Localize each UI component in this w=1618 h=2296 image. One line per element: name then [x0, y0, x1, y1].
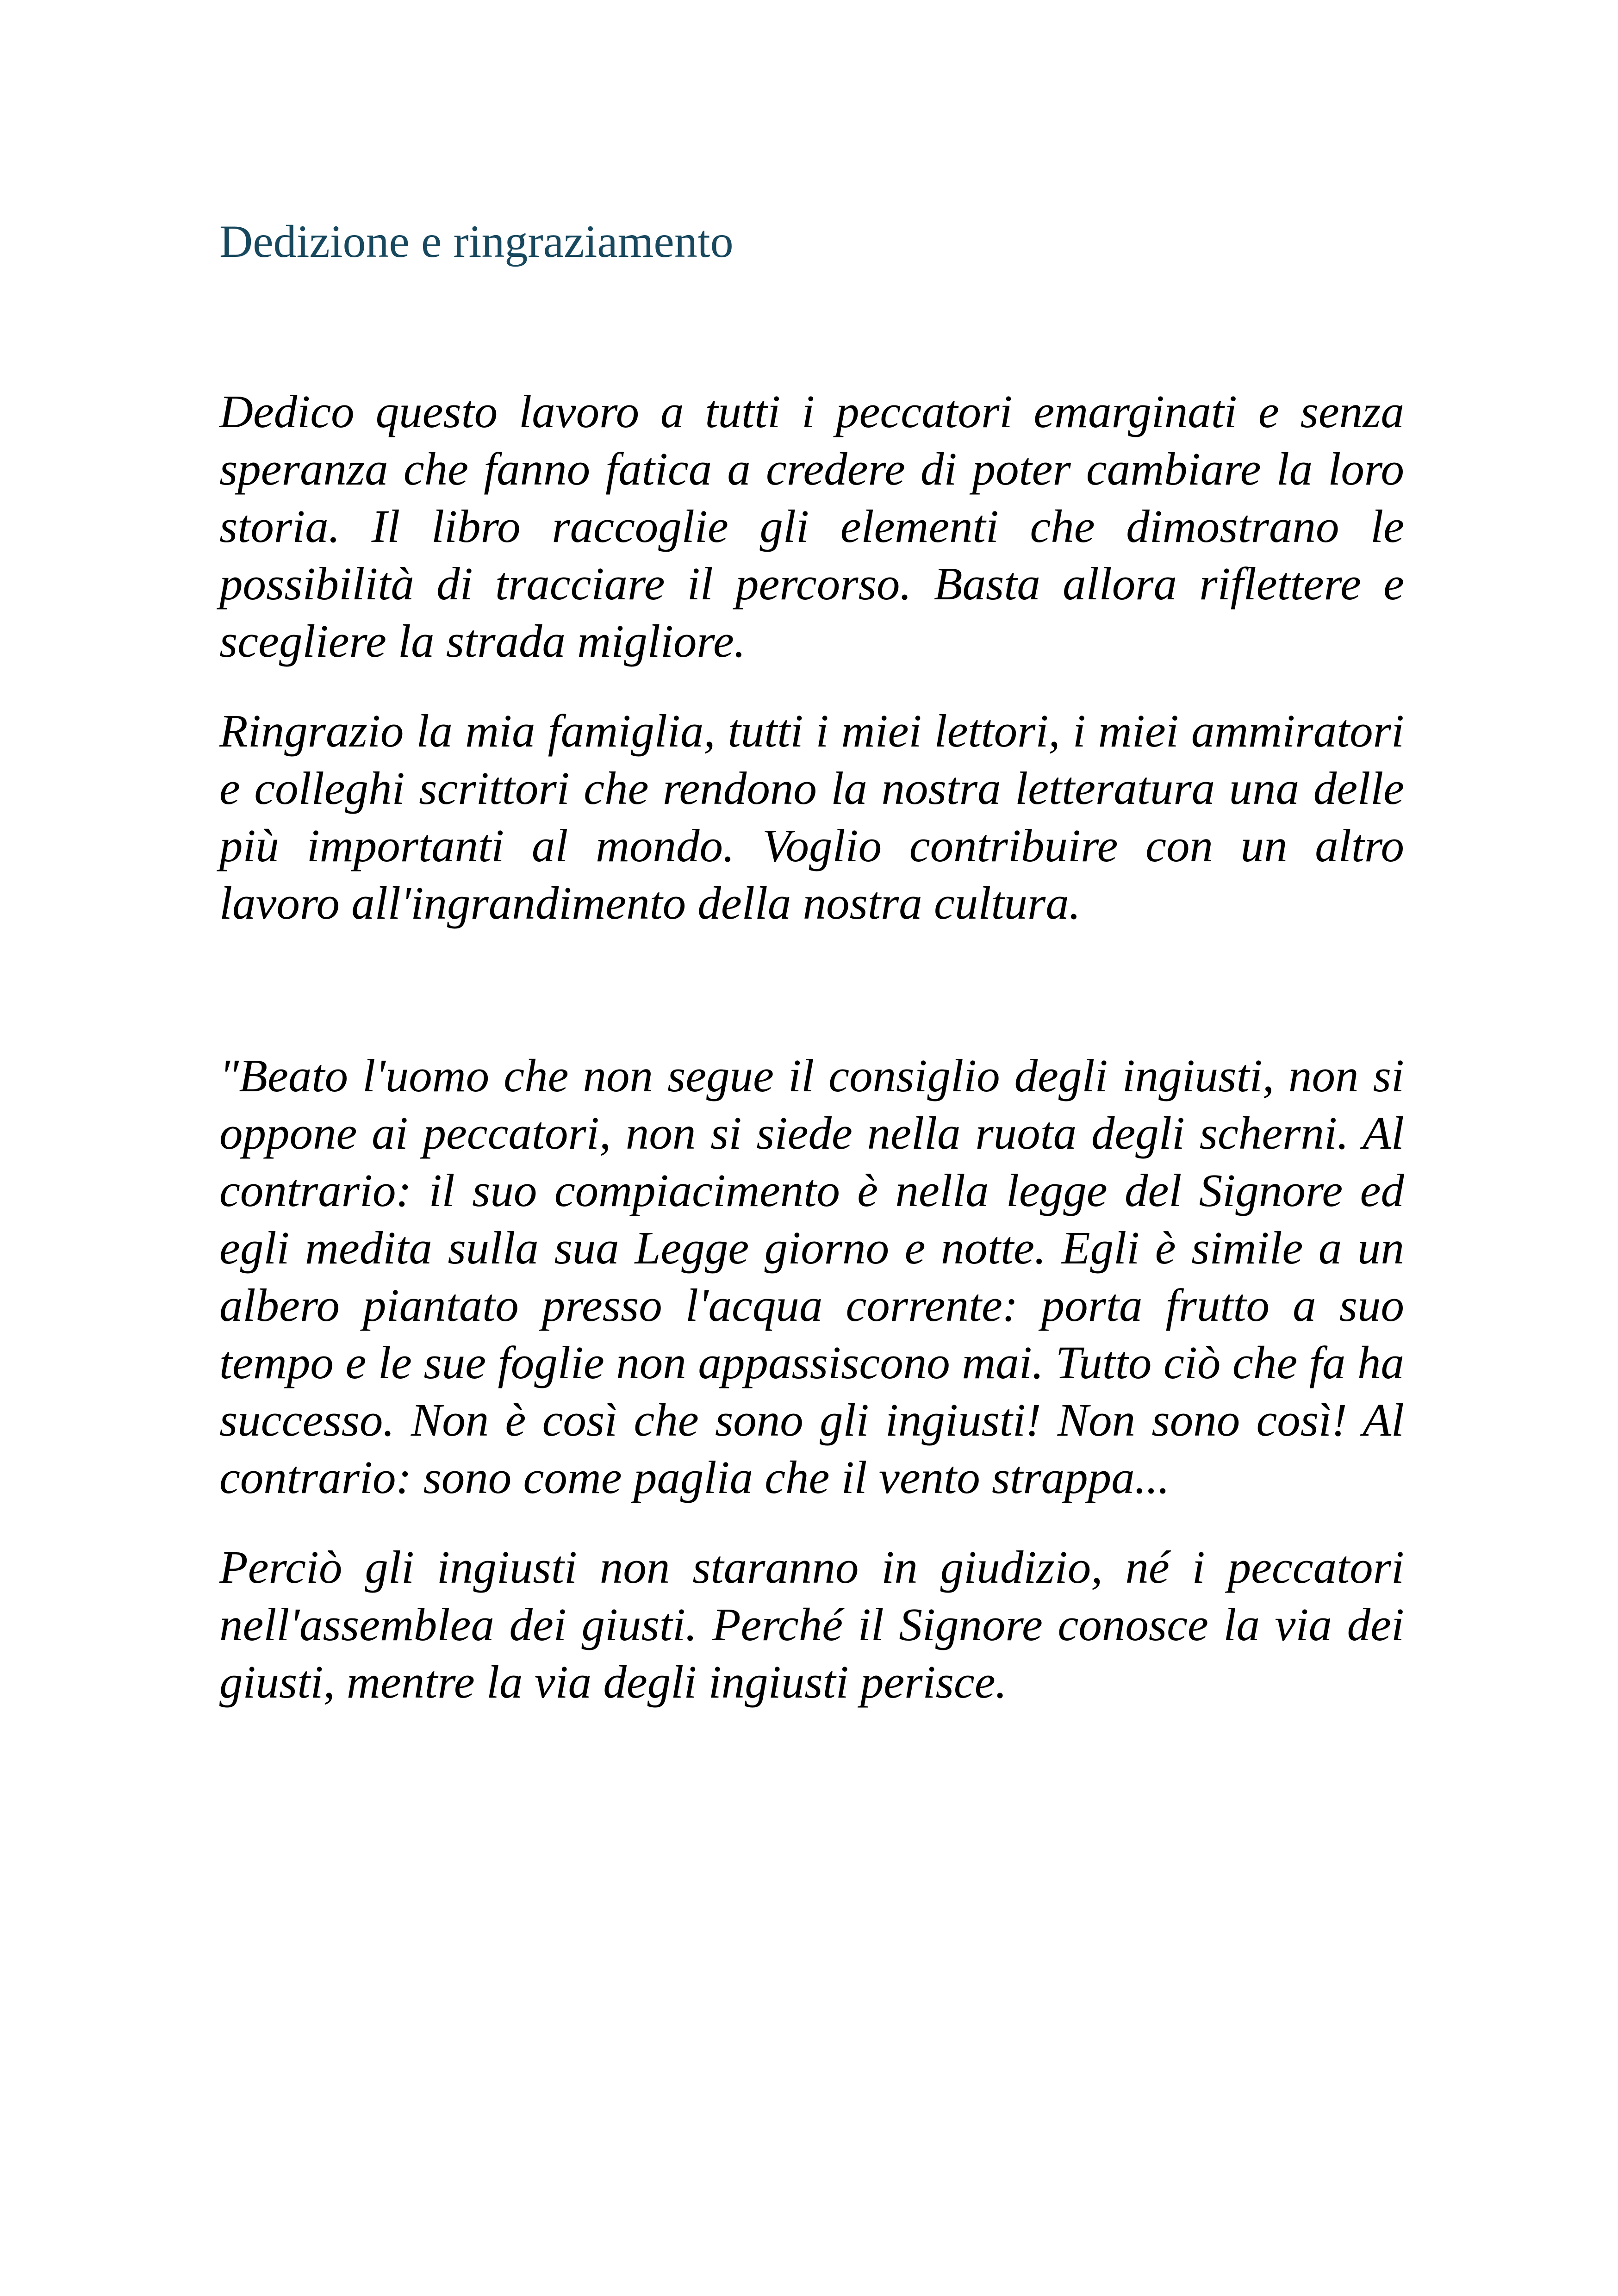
quote-paragraph-closing: Perciò gli ingiusti non staranno in giudizio, né i peccatori nell'assemblea dei giusti. Perché il Signore conosce la via dei giusti, mentre la via degli ingiusti perisce.: [219, 1541, 1404, 1708]
dedication-paragraph: Dedico questo lavoro a tutti i peccatori emarginati e senza speranza che fanno fatica a credere di poter cambiare la loro storia. Il libro raccoglie gli elementi che dimostrano le possibilità di tracciare il percorso. Basta allora riflettere e scegliere la strada migliore.: [219, 386, 1404, 667]
paragraph-spacer: [219, 1506, 1404, 1538]
paragraph-spacer: [219, 670, 1404, 702]
quote-section: [219, 1047, 1404, 1711]
dedication-section: [219, 383, 1404, 932]
page-title: Dedizione e ringraziamento: [219, 216, 734, 267]
acknowledgement-paragraph: Ringrazio la mia famiglia, tutti i miei lettori, i miei ammiratori e colleghi scrittori che rendono la nostra letteratura una delle più importanti al mondo. Voglio contribuire con un altro lavoro all'ingrandimento della nostra cultura.: [219, 705, 1404, 929]
quote-paragraph: "Beato l'uomo che non segue il consiglio degli ingiusti, non si oppone ai peccatori, non si siede nella ruota degli scherni. Al contrario: il suo compiacimento è nella legge del Signore ed egli medita sulla sua Legge giorno e notte. Egli è simile a un albero piantato presso l'acqua corrente: porta frutto a suo tempo e le sue foglie non appassiscono mai. Tutto ciò che fa ha successo. Non è così che sono gli ingiusti! Non sono così! Al contrario: sono come paglia che il vento strappa...: [219, 1050, 1404, 1503]
